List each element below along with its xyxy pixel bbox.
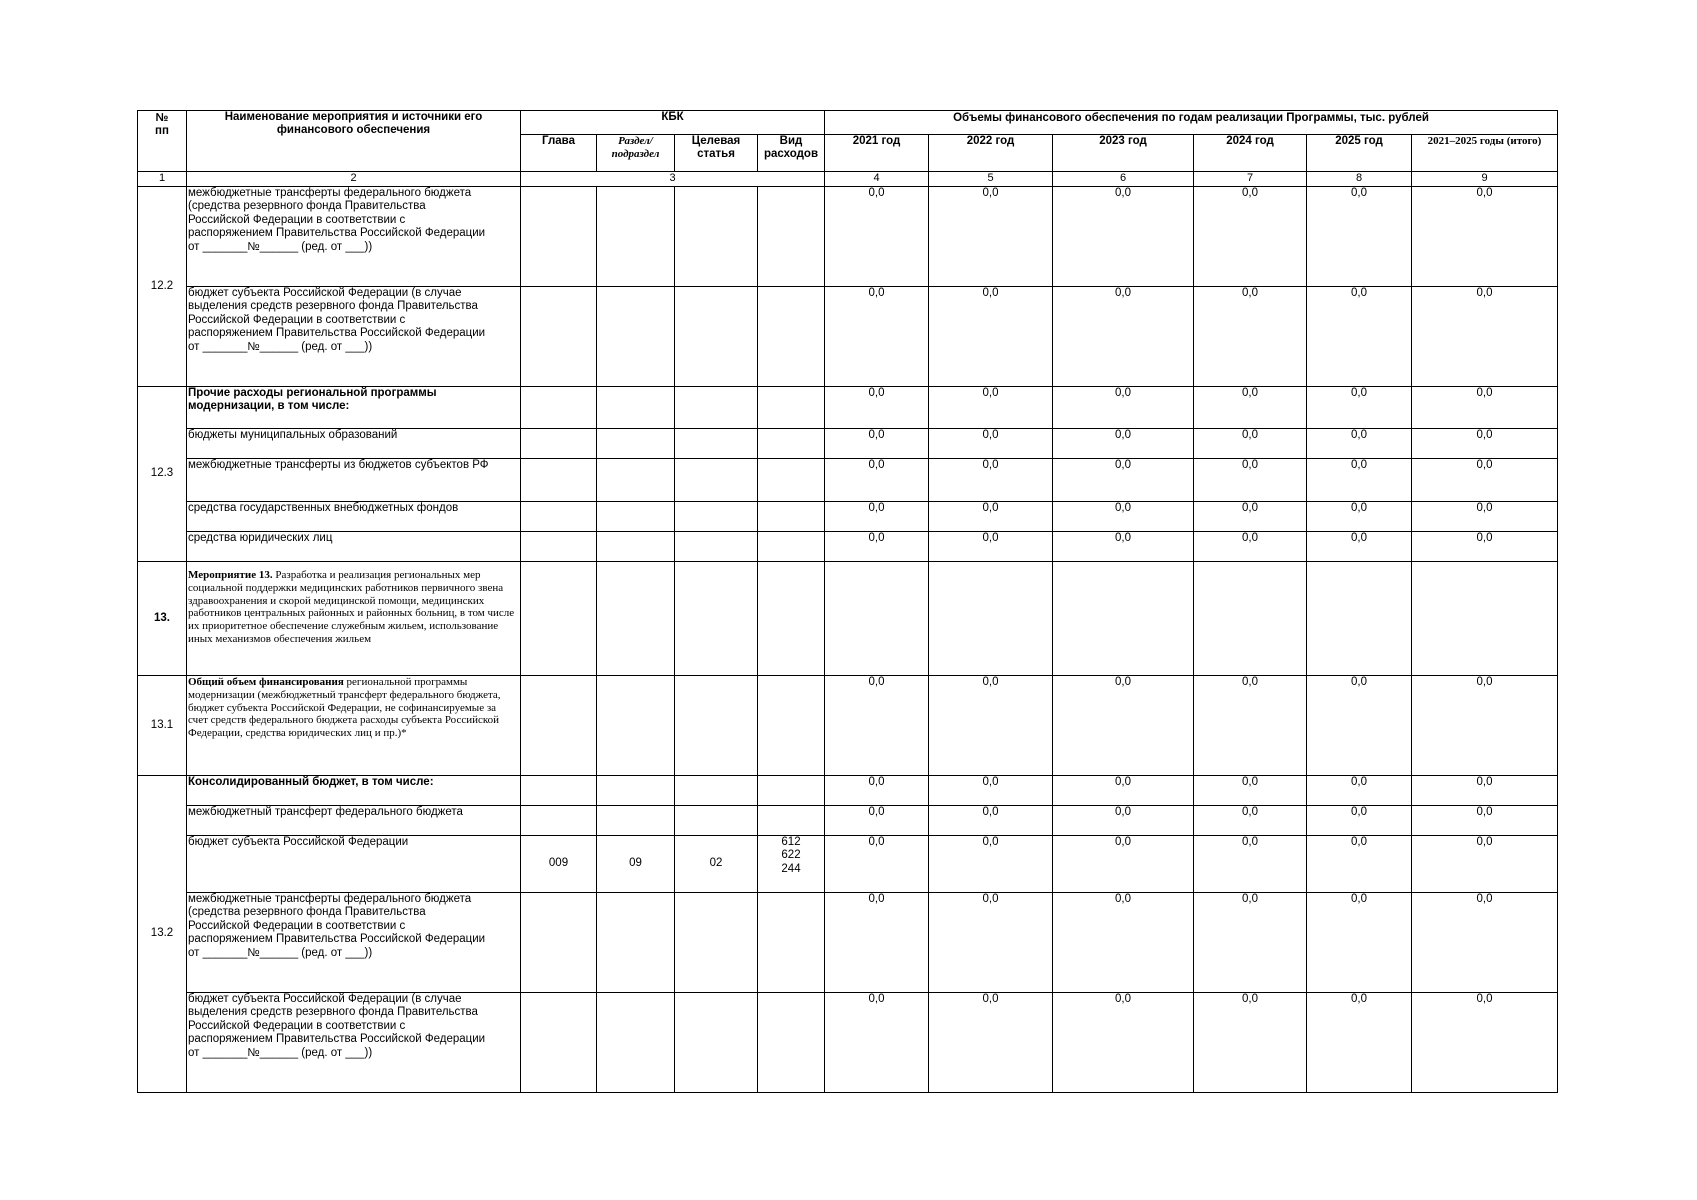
value-cell: 0,0 xyxy=(1412,893,1558,993)
kbk-cell xyxy=(675,776,758,806)
header-no xyxy=(138,111,187,172)
value-cell: 0,0 xyxy=(1194,502,1307,532)
value-cell: 0,0 xyxy=(1194,459,1307,502)
value-cell: 0,0 xyxy=(1194,836,1307,893)
row-name xyxy=(187,187,521,287)
value-cell xyxy=(825,562,929,676)
kbk-cell xyxy=(675,187,758,287)
kbk-cell xyxy=(675,287,758,387)
kbk-cell xyxy=(675,532,758,562)
value-cell: 0,0 xyxy=(1194,893,1307,993)
kbk-cell xyxy=(521,893,597,993)
row-name xyxy=(187,287,521,387)
value-cell: 0,0 xyxy=(1412,429,1558,459)
column-number-row xyxy=(138,172,1558,187)
value-cell: 0,0 xyxy=(1307,806,1412,836)
value-cell: 0,0 xyxy=(929,993,1053,1093)
kbk-glava: 009 xyxy=(521,836,597,893)
value-cell: 0,0 xyxy=(1412,993,1558,1093)
value-cell: 0,0 xyxy=(1053,532,1194,562)
value-cell: 0,0 xyxy=(825,836,929,893)
kbk-cell xyxy=(675,993,758,1093)
value-cell: 0,0 xyxy=(1053,502,1194,532)
row-name-line: распоряжением Правительства Российской Федерации xyxy=(188,327,486,340)
header-no-label: № пп xyxy=(155,112,169,138)
header-kbk-statya-label: Целевая статья xyxy=(691,135,741,161)
value-cell: 0,0 xyxy=(929,287,1053,387)
value-cell: 0,0 xyxy=(1307,429,1412,459)
value-cell: 0,0 xyxy=(1412,676,1558,776)
value-cell: 0,0 xyxy=(1307,502,1412,532)
value-cell: 0,0 xyxy=(1194,187,1307,287)
header-year-2024: 2024 год xyxy=(1194,135,1307,172)
kbk-cell xyxy=(675,893,758,993)
row-name: средства юридических лиц xyxy=(187,532,521,562)
kbk-cell xyxy=(597,532,675,562)
row-name-line: выделения средств резервного фонда Правительства xyxy=(188,1006,478,1019)
row-name xyxy=(187,562,521,676)
kbk-cell xyxy=(675,676,758,776)
table-row xyxy=(138,806,1558,836)
value-cell: 0,0 xyxy=(1307,993,1412,1093)
value-cell: 0,0 xyxy=(929,836,1053,893)
row-number: 13. xyxy=(138,562,187,676)
row-name-line: распоряжением Правительства Российской Федерации xyxy=(188,1033,486,1046)
kbk-cell xyxy=(521,287,597,387)
value-cell: 0,0 xyxy=(1307,836,1412,893)
value-cell: 0,0 xyxy=(1053,993,1194,1093)
value-cell: 0,0 xyxy=(1053,429,1194,459)
value-cell: 0,0 xyxy=(1307,187,1412,287)
row-name-line: бюджет субъекта Российской Федерации (в случае xyxy=(188,287,462,299)
header-year-total: 2021–2025 годы (итого) xyxy=(1412,135,1558,172)
kbk-cell xyxy=(758,893,825,993)
value-cell: 0,0 xyxy=(825,387,929,429)
value-cell: 0,0 xyxy=(1194,287,1307,387)
value-cell: 0,0 xyxy=(929,776,1053,806)
kbk-razdel: 09 xyxy=(597,836,675,893)
kbk-cell xyxy=(758,502,825,532)
kbk-cell xyxy=(758,676,825,776)
value-cell: 0,0 xyxy=(1053,287,1194,387)
kbk-cell xyxy=(521,459,597,502)
table-row xyxy=(138,993,1558,1093)
table-row xyxy=(138,562,1558,676)
row-name: межбюджетные трансферты из бюджетов субъектов РФ xyxy=(187,459,521,502)
row-name: межбюджетный трансферт федерального бюджета xyxy=(187,806,521,836)
value-cell: 0,0 xyxy=(825,776,929,806)
table-row xyxy=(138,187,1558,287)
value-cell: 0,0 xyxy=(929,459,1053,502)
value-cell: 0,0 xyxy=(1053,187,1194,287)
header-name xyxy=(187,111,521,172)
value-cell: 0,0 xyxy=(825,287,929,387)
measure-description: Разработка и реализация региональных мер социальной поддержки медицинских работников первичного звена здравоохранения и скорой медицинской помощи, медицинских работников центральных районных и районных больниц, в том числе их приоритетное обеспечение служебным жильем, использование иных механизмов обеспечения жильем xyxy=(188,569,515,645)
kbk-cell xyxy=(758,806,825,836)
table-row xyxy=(138,429,1558,459)
kbk-cell xyxy=(597,806,675,836)
header-row-1 xyxy=(138,111,1558,135)
row-name-line: Российской Федерации в соответствии с xyxy=(188,919,406,932)
value-cell: 0,0 xyxy=(929,806,1053,836)
header-year-2025: 2025 год xyxy=(1307,135,1412,172)
value-cell: 0,0 xyxy=(1194,676,1307,776)
row-name-line: от _______№______ (ред. от ___)) xyxy=(188,340,373,353)
row-name xyxy=(187,893,521,993)
value-cell: 0,0 xyxy=(825,993,929,1093)
col-num-9: 9 xyxy=(1412,172,1558,187)
value-cell: 0,0 xyxy=(929,532,1053,562)
value-cell: 0,0 xyxy=(1053,776,1194,806)
kbk-cell xyxy=(758,387,825,429)
value-cell: 0,0 xyxy=(1307,532,1412,562)
value-cell: 0,0 xyxy=(1307,387,1412,429)
value-cell: 0,0 xyxy=(1307,776,1412,806)
value-cell: 0,0 xyxy=(1194,993,1307,1093)
row-name: бюджеты муниципальных образований xyxy=(187,429,521,459)
value-cell: 0,0 xyxy=(1053,836,1194,893)
table-row xyxy=(138,502,1558,532)
row-name-line: бюджет субъекта Российской Федерации (в случае xyxy=(188,993,462,1005)
value-cell: 0,0 xyxy=(825,459,929,502)
kbk-cell xyxy=(675,562,758,676)
value-cell: 0,0 xyxy=(929,429,1053,459)
header-kbk-razdel xyxy=(597,135,675,172)
row-name: бюджет субъекта Российской Федерации xyxy=(187,836,521,893)
row-name: средства государственных внебюджетных фондов xyxy=(187,502,521,532)
row-name-line: распоряжением Правительства Российской Федерации xyxy=(188,933,486,946)
kbk-cell xyxy=(597,993,675,1093)
row-name-line: Российской Федерации в соответствии с xyxy=(188,1019,406,1032)
value-cell: 0,0 xyxy=(1194,806,1307,836)
kbk-vid-code: 612 xyxy=(781,836,801,848)
row-number: 13.2 xyxy=(138,776,187,1093)
header-kbk-razdel-label: Раздел/ подраздел xyxy=(611,135,660,160)
value-cell: 0,0 xyxy=(1307,676,1412,776)
col-num-3: 3 xyxy=(521,172,825,187)
header-year-2021: 2021 год xyxy=(825,135,929,172)
kbk-cell xyxy=(521,562,597,676)
col-num-4: 4 xyxy=(825,172,929,187)
kbk-cell xyxy=(758,993,825,1093)
value-cell: 0,0 xyxy=(929,502,1053,532)
kbk-cell xyxy=(521,676,597,776)
table-row xyxy=(138,836,1558,893)
value-cell: 0,0 xyxy=(1194,429,1307,459)
header-name-label: Наименование мероприятия и источники его финансового обеспечения xyxy=(224,111,483,137)
kbk-cell xyxy=(597,287,675,387)
value-cell: 0,0 xyxy=(1053,387,1194,429)
kbk-vid-code: 244 xyxy=(781,862,801,875)
header-year-2023: 2023 год xyxy=(1053,135,1194,172)
table-row xyxy=(138,676,1558,776)
value-cell: 0,0 xyxy=(1053,459,1194,502)
value-cell: 0,0 xyxy=(825,532,929,562)
row-name-line: от _______№______ (ред. от ___)) xyxy=(188,240,373,253)
funding-table xyxy=(137,110,1558,1093)
row-name-line: Российской Федерации в соответствии с xyxy=(188,313,406,326)
value-cell xyxy=(1307,562,1412,676)
kbk-cell xyxy=(597,893,675,993)
value-cell: 0,0 xyxy=(825,187,929,287)
row-name-line: межбюджетные трансферты федерального бюджета xyxy=(188,187,472,199)
row-name-line: (средства резервного фонда Правительства xyxy=(188,200,426,213)
row-name-line: от _______№______ (ред. от ___)) xyxy=(188,946,373,959)
row-name: Консолидированный бюджет, в том числе: xyxy=(187,776,521,806)
row-name-line: модернизации, в том числе: xyxy=(188,400,350,413)
value-cell: 0,0 xyxy=(929,187,1053,287)
header-kbk-vid xyxy=(758,135,825,172)
kbk-statya: 02 xyxy=(675,836,758,893)
row-name-line: (средства резервного фонда Правительства xyxy=(188,906,426,919)
value-cell: 0,0 xyxy=(825,502,929,532)
header-funding: Объемы финансового обеспечения по годам реализации Программы, тыс. рублей xyxy=(825,111,1558,135)
value-cell xyxy=(1194,562,1307,676)
value-cell: 0,0 xyxy=(1053,893,1194,993)
col-num-5: 5 xyxy=(929,172,1053,187)
kbk-cell xyxy=(675,806,758,836)
table-row xyxy=(138,893,1558,993)
kbk-cell xyxy=(521,187,597,287)
value-cell: 0,0 xyxy=(825,806,929,836)
row-name xyxy=(187,387,521,429)
kbk-cell xyxy=(521,532,597,562)
kbk-cell xyxy=(597,187,675,287)
kbk-cell xyxy=(758,187,825,287)
kbk-cell xyxy=(597,502,675,532)
col-num-1: 1 xyxy=(138,172,187,187)
table-row xyxy=(138,287,1558,387)
value-cell: 0,0 xyxy=(1053,676,1194,776)
kbk-cell xyxy=(758,532,825,562)
value-cell: 0,0 xyxy=(1412,502,1558,532)
row-name-line: распоряжением Правительства Российской Федерации xyxy=(188,227,486,240)
kbk-cell xyxy=(521,502,597,532)
table-row xyxy=(138,776,1558,806)
measure-description: региональной программы модернизации (межбюджетный трансферт федерального бюджета, бюджет субъекта Российской Федерации, не софинансируемые за счет средств федерального бюджета расходы субъекта Российской Федерации, средства юридических лиц и пр.)* xyxy=(188,676,501,739)
table-row xyxy=(138,532,1558,562)
value-cell: 0,0 xyxy=(1412,836,1558,893)
table-row xyxy=(138,459,1558,502)
kbk-vid xyxy=(758,836,825,893)
kbk-cell xyxy=(521,993,597,1093)
kbk-vid-code: 622 xyxy=(781,849,801,862)
header-kbk-glava: Глава xyxy=(521,135,597,172)
value-cell: 0,0 xyxy=(825,676,929,776)
kbk-cell xyxy=(675,429,758,459)
header-kbk: КБК xyxy=(521,111,825,135)
value-cell: 0,0 xyxy=(825,429,929,459)
row-number: 12.2 xyxy=(138,187,187,387)
value-cell: 0,0 xyxy=(1307,893,1412,993)
value-cell: 0,0 xyxy=(1412,387,1558,429)
kbk-cell xyxy=(597,429,675,459)
value-cell: 0,0 xyxy=(929,893,1053,993)
value-cell: 0,0 xyxy=(929,387,1053,429)
kbk-cell xyxy=(521,806,597,836)
value-cell: 0,0 xyxy=(1412,287,1558,387)
kbk-cell xyxy=(521,429,597,459)
kbk-cell xyxy=(597,459,675,502)
kbk-cell xyxy=(521,387,597,429)
measure-title: Мероприятие 13. xyxy=(188,569,273,581)
kbk-cell xyxy=(521,776,597,806)
kbk-cell xyxy=(758,459,825,502)
kbk-cell xyxy=(675,459,758,502)
kbk-cell xyxy=(675,502,758,532)
measure-title: Общий объем финансирования xyxy=(188,676,344,688)
header-year-2022: 2022 год xyxy=(929,135,1053,172)
value-cell: 0,0 xyxy=(825,893,929,993)
kbk-cell xyxy=(758,429,825,459)
kbk-cell xyxy=(597,387,675,429)
row-name xyxy=(187,993,521,1093)
value-cell xyxy=(1053,562,1194,676)
value-cell: 0,0 xyxy=(1412,187,1558,287)
row-name-line: Российской Федерации в соответствии с xyxy=(188,213,406,226)
value-cell: 0,0 xyxy=(1412,532,1558,562)
value-cell: 0,0 xyxy=(1307,287,1412,387)
header-kbk-vid-label: Вид расходов xyxy=(763,135,819,161)
kbk-cell xyxy=(597,676,675,776)
header-kbk-statya xyxy=(675,135,758,172)
col-num-7: 7 xyxy=(1194,172,1307,187)
col-num-8: 8 xyxy=(1307,172,1412,187)
kbk-cell xyxy=(758,287,825,387)
value-cell xyxy=(1412,562,1558,676)
value-cell: 0,0 xyxy=(1412,459,1558,502)
value-cell: 0,0 xyxy=(1194,387,1307,429)
row-number: 12.3 xyxy=(138,387,187,562)
value-cell: 0,0 xyxy=(1194,532,1307,562)
row-name-line: Прочие расходы региональной программы xyxy=(188,387,437,399)
kbk-cell xyxy=(597,562,675,676)
value-cell: 0,0 xyxy=(929,676,1053,776)
value-cell: 0,0 xyxy=(1053,806,1194,836)
kbk-cell xyxy=(758,562,825,676)
value-cell: 0,0 xyxy=(1194,776,1307,806)
kbk-cell xyxy=(675,387,758,429)
row-name-line: межбюджетные трансферты федерального бюджета xyxy=(188,893,472,905)
value-cell: 0,0 xyxy=(1307,459,1412,502)
value-cell xyxy=(929,562,1053,676)
row-name-line: от _______№______ (ред. от ___)) xyxy=(188,1046,373,1059)
kbk-cell xyxy=(758,776,825,806)
table-row xyxy=(138,387,1558,429)
col-num-6: 6 xyxy=(1053,172,1194,187)
row-name xyxy=(187,676,521,776)
kbk-cell xyxy=(597,776,675,806)
row-number: 13.1 xyxy=(138,676,187,776)
row-name-line: выделения средств резервного фонда Правительства xyxy=(188,300,478,313)
value-cell: 0,0 xyxy=(1412,806,1558,836)
value-cell: 0,0 xyxy=(1412,776,1558,806)
col-num-2: 2 xyxy=(187,172,521,187)
